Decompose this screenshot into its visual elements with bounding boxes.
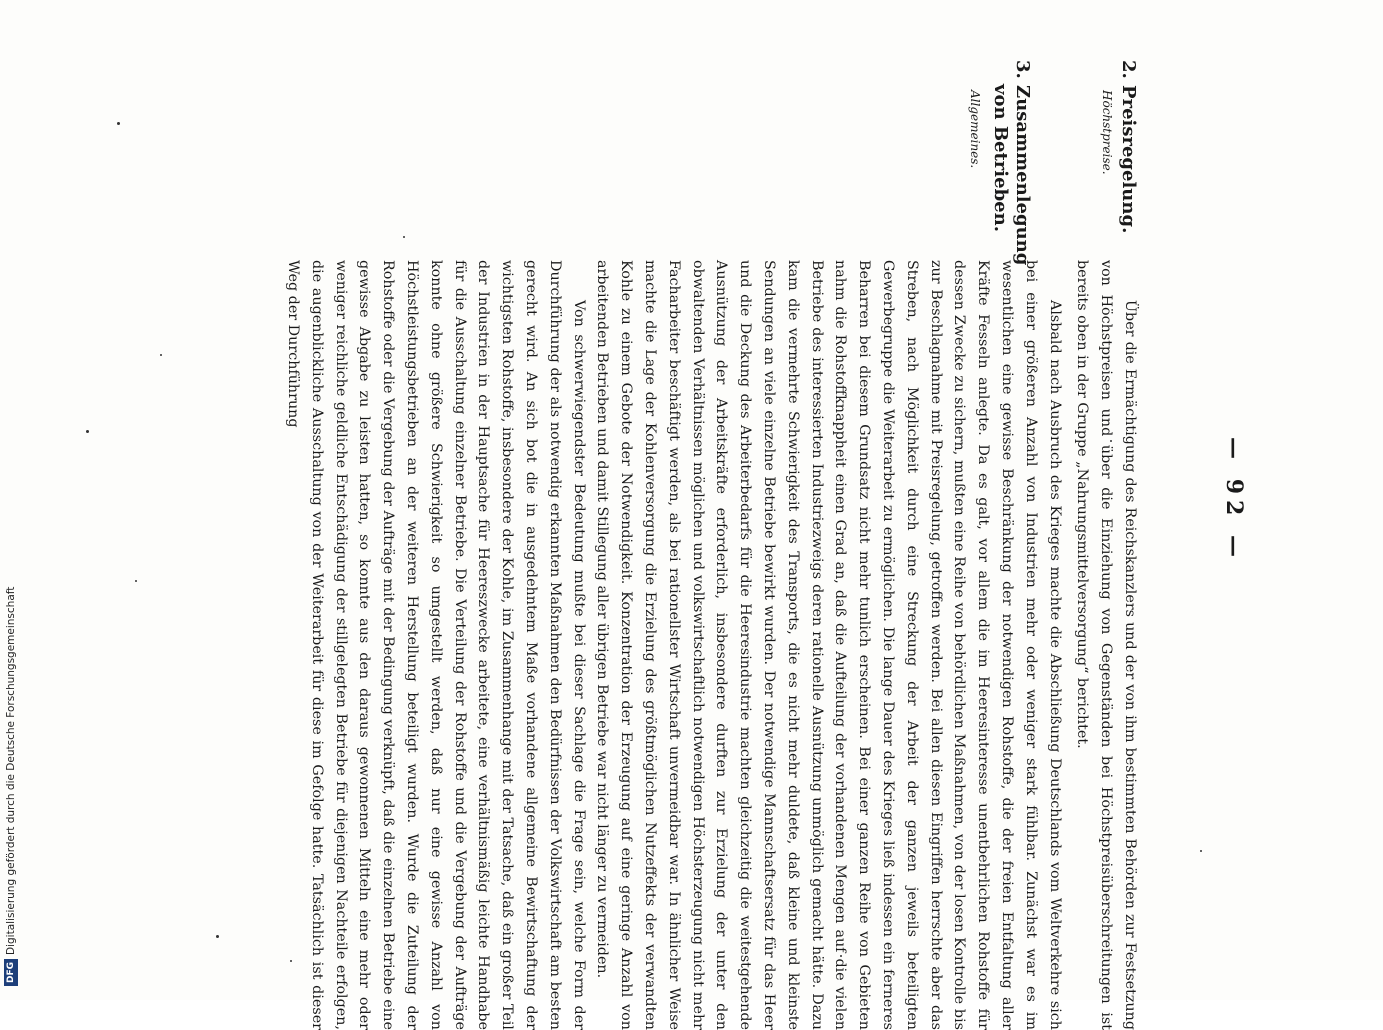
paragraph: Von schwerwiegendster Bedeutung mußte bei dieser Sachlage die Frage sein, welche Form der Durchführung der als notwendig erkannten Maßnahmen den Bedürfnissen der Volkswirtschaft am besten gerecht wird. An sich bot die in ausgedehntem Maße vorhandene allgemeine Bewirtschaftung der wichtigsten Rohstoffe, insbesondere der Kohle, im Zusammenhange mit der Tatsache, daß ein großer Teil der Industrien in der Hauptsache für Heereszwecke arbeitete, eine verhältnismäßig leichte Handhabe für die Ausschaltung einzelner Betriebe. Die Verteilung der Rohstoffe und die Vergebung der Aufträge konnte ohne größere Schwierigkeit so umgestellt werden, daß nur eine gewisse Anzahl von Höchstleistungsbetrieben an der weiteren Herstellung beteiligt wurden. Wurde die Zuteilung der Rohstoffe oder die Vergebung der Aufträge mit der Bedingung verknüpft, daß die einzelnen Betriebe eine gewisse Abgabe zu leisten hatten, so konnte aus den daraus gewonnenen Mitteln eine mehr oder weniger reichliche geldliche Entschädigung der stillgelegten Betriebe für diejenigen Nachteile erfolgen, die augenblickliche Ausschaltung von der Weiterarbeit für diese im Gefolge hatte. Tatsächlich ist dieser Weg der Durchführung — [285, 260, 587, 1030]
paragraph: Über die Ermächtigung des Reichskanzlers und der von ihm bestimmten Behörden zur Festsetzung von Höchstpreisen und über die Einziehung von Gegenständen bei Höchstpreisüberschreitungen ist bereits oben in der Gruppe „Nahrungsmittelversorgung“ berichtet. — [1074, 260, 1138, 1030]
section-2-heading: 2. Preisregelung. — [1118, 60, 1139, 234]
scan-speck — [135, 580, 137, 582]
page-number: — 92 — — [1221, 437, 1247, 563]
scan-speck — [117, 122, 120, 125]
section-3-heading-line2: von Betrieben. — [990, 84, 1011, 232]
dfg-logo: DFG — [4, 959, 18, 986]
section-3-subheading: Allgemeines. — [968, 90, 982, 169]
book-page — [155, 60, 1255, 1030]
body-text-column — [280, 260, 1141, 1030]
footer-text: Digitalisierung gefördert durch die Deutsche Forschungsgemeinschaft — [5, 586, 17, 955]
section-3-heading-line1: 3. Zusammenlegung — [1012, 60, 1033, 266]
scan-speck — [86, 430, 89, 433]
paragraph: Alsbald nach Ausbruch des Krieges machte die Abschließung Deutschlands vom Weltverkehre sich bei einer größeren Anzahl von Industrien mehr oder weniger stark fühlbar. Zunächst war es im wesentlichen eine gewisse Beschränkung der notwendigen Rohstoffe, die der freien Entfaltung aller Kräfte Fesseln anlegte. Da es galt, vor allem die im Heeresinteresse unentbehrlichen Rohstoffe für dessen Zwecke zu sichern, mußten eine Reihe von behördlichen Maßnahmen, von der losen Kontrolle bis zur Beschlagnahme mit Preisregelung, getroffen werden. Bei allen diesen Eingriffen herrschte aber das Streben, nach Möglichkeit durch eine Streckung der Arbeit der ganzen jeweils beteiligten Gewerbegruppe die Weiterarbeit zu ermöglichen. Die lange Dauer des Krieges ließ indessen ein ferneres Beharren bei diesem Grundsatz nicht mehr tunlich erscheinen. Bei einer ganzen Reihe von Gebieten nahm die Rohstoffknappheit einen Grad an, daß die Aufteilung der vorhandenen Mengen auf die vielen Betriebe des interessierten Industriezweigs deren rationelle Ausnützung unmöglich gemacht hätte. Dazu kam die vermehrte Schwierigkeit des Transports, die es nicht mehr duldete, daß kleine und kleinste Sendungen an viele einzelne Betriebe bewirkt wurden. Der notwendige Mannschaftsersatz für das Heer und die Deckung des Arbeiterbedarfs für die Heeresindustrie machten gleichzeitig die weitestgehende Ausnützung der Arbeitskräfte erforderlich, insbesondere durften zur Erzielung der unter den obwaltenden Verhältnissen möglichen und volkswirtschaftlich notwendigen Höchsterzeugung nicht mehr Facharbeiter beschäftigt werden, als bei rationellster Wirtschaft unvermeidbar war. In ähnlicher Weise machte die Lage der Kohlenversorgung die Erzielung des größtmöglichen Nutzeffekts der verwandten Kohle zu einem Gebote der Notwendigkeit. Konzentration der Erzeugung auf eine geringe Anzahl von arbeitenden Betrieben und damit Stillegung aller übrigen Betriebe war nicht länger zu vermeiden. — [594, 260, 1063, 1030]
digitization-footer — [2, 0, 20, 1000]
section-2-subheading: Höchstpreise. — [1100, 90, 1114, 175]
